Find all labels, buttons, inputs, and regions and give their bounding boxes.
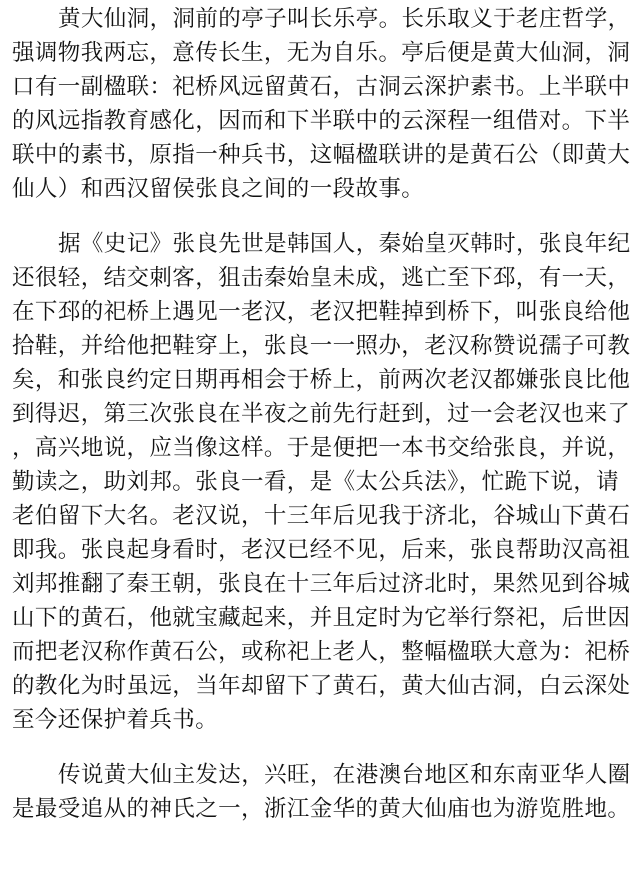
paragraph-2-line-11: 刘邦推翻了秦王朝，张良在十三年后过济北时，果然见到谷城: [12, 571, 631, 597]
paragraph-2-line-9: 老伯留下大名。老汉说，十三年后见我于济北，谷城山下黄石: [12, 503, 631, 529]
paragraph-2-line-5: 矣，和张良约定日期再相会于桥上，前两次老汉都嫌张良比他: [12, 367, 631, 393]
paragraph-2-line-3: 在下邳的祀桥上遇见一老汉，老汉把鞋掉到桥下，叫张良给他: [12, 299, 631, 325]
paragraph-1-line-1: 黄大仙洞，洞前的亭子叫长乐亭。长乐取义于老庄哲学，: [58, 6, 631, 32]
paragraph-2-line-7: ，高兴地说，应当像这样。于是便把一本书交给张良，并说，: [12, 435, 631, 461]
paragraph-1-line-5: 联中的素书，原指一种兵书，这幅楹联讲的是黄石公（即黄大: [12, 142, 631, 168]
paragraph-2-line-13: 而把老汉称作黄石公，或称祀上老人，整幅楹联大意为：祀桥: [12, 639, 631, 665]
paragraph-2-line-8: 勤读之，助刘邦。张良一看，是《太公兵法》，忙跪下说，请: [12, 469, 620, 495]
paragraph-1-line-4: 的风远指教育感化，因而和下半联中的云深程一组借对。下半: [12, 108, 631, 134]
paragraph-2-line-15: 至今还保护着兵书。: [12, 707, 219, 733]
paragraph-1-line-2: 强调物我两忘，意传长生，无为自乐。亭后便是黄大仙洞，洞: [12, 40, 631, 66]
paragraph-2-line-1: 据《史记》张良先世是韩国人，秦始皇灭韩时，张良年纪: [58, 231, 631, 257]
paragraph-2-line-6: 到得迟，第三次张良在半夜之前先行赶到，过一会老汉也来了: [12, 401, 631, 427]
paragraph-3-line-2: 是最受追从的神氏之一，浙江金华的黄大仙庙也为游览胜地。: [12, 796, 631, 822]
paragraph-3-line-1: 传说黄大仙主发达，兴旺，在港澳台地区和东南亚华人圈: [58, 762, 631, 788]
paragraph-1-line-3: 口有一副楹联：祀桥风远留黄石，古洞云深护素书。上半联中: [12, 74, 631, 100]
paragraph-2-line-12: 山下的黄石，他就宝藏起来，并且定时为它举行祭祀，后世因: [12, 605, 631, 631]
paragraph-2-line-4: 拾鞋，并给他把鞋穿上，张良一一照办，老汉称赞说孺子可教: [12, 333, 631, 359]
paragraph-1-line-6: 仙人）和西汉留侯张良之间的一段故事。: [12, 176, 425, 202]
paragraph-2-line-14: 的教化为时虽远，当年却留下了黄石，黄大仙古洞，白云深处: [12, 673, 631, 699]
paragraph-2-line-10: 即我。张良起身看时，老汉已经不见，后来，张良帮助汉高祖: [12, 537, 631, 563]
paragraph-2-line-2: 还很轻，结交刺客，狙击秦始皇未成，逃亡至下邳，有一天，: [12, 265, 631, 291]
